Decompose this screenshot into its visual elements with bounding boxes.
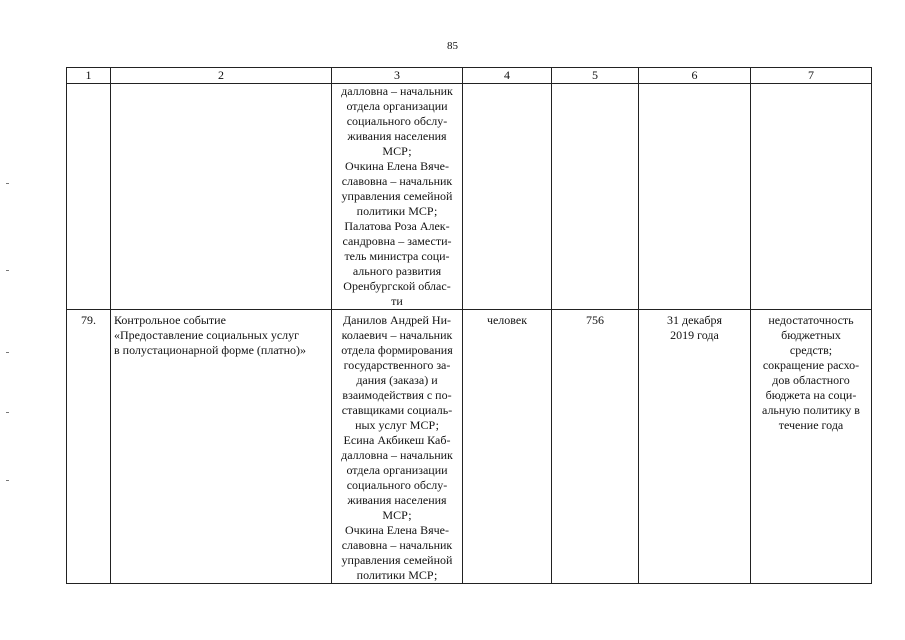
event-cell bbox=[111, 84, 332, 310]
deadline-line: 2019 года bbox=[670, 328, 719, 342]
responsible-line: МСР; bbox=[382, 508, 412, 522]
page-number: 85 bbox=[447, 40, 458, 52]
scan-mark bbox=[6, 270, 9, 271]
responsible-line: тель министра соци- bbox=[344, 249, 450, 263]
responsible-line: управления семейной bbox=[341, 189, 453, 203]
unit-cell: человек bbox=[463, 310, 552, 584]
event-cell bbox=[111, 310, 332, 584]
column-number: 7 bbox=[751, 68, 872, 84]
responsible-line: Есина Акбикеш Каб- bbox=[343, 433, 451, 447]
risk-line: сокращение расхо- bbox=[762, 358, 860, 372]
responsible-line: взаимодействия с по- bbox=[342, 388, 452, 402]
responsible-line: Данилов Андрей Ни- bbox=[342, 313, 452, 327]
risk-line: дов областного bbox=[772, 373, 850, 387]
responsible-line: отдела организации bbox=[346, 463, 448, 477]
number-cell bbox=[67, 84, 111, 310]
risk-line: течение года bbox=[778, 418, 844, 432]
responsible-line: далловна – начальник bbox=[341, 84, 453, 98]
event-line: Контрольное событие bbox=[114, 313, 226, 327]
responsible-line: славовна – начальник bbox=[341, 174, 453, 188]
responsible-line: управления семейной bbox=[341, 553, 453, 567]
responsible-line: ального развития bbox=[352, 264, 442, 278]
responsible-line: сандровна – замести- bbox=[342, 234, 452, 248]
column-number: 4 bbox=[463, 68, 552, 84]
risk-line: недостаточность bbox=[768, 313, 854, 327]
risks-cell bbox=[751, 310, 872, 584]
event-line: в полустационарной форме (платно)» bbox=[114, 343, 306, 357]
responsible-line: государственного за- bbox=[343, 358, 451, 372]
responsible-line: Очкина Елена Вяче- bbox=[345, 523, 449, 537]
responsible-line: славовна – начальник bbox=[341, 538, 453, 552]
responsible-cell bbox=[332, 310, 463, 584]
deadline-cell bbox=[639, 84, 751, 310]
risk-line: альную политику в bbox=[762, 403, 860, 417]
responsible-line: политики МСР; bbox=[356, 204, 438, 218]
responsible-line: колаевич – начальник bbox=[341, 328, 453, 342]
responsible-line: социального обслу- bbox=[346, 478, 448, 492]
risks-cell bbox=[751, 84, 872, 310]
table-row bbox=[67, 310, 872, 584]
responsible-line: Оренбургской облас- bbox=[343, 279, 451, 293]
risk-line: бюджетных bbox=[781, 328, 841, 342]
scan-mark bbox=[6, 352, 9, 353]
responsible-line: дания (заказа) и bbox=[356, 373, 438, 387]
responsible-line: Очкина Елена Вяче- bbox=[345, 159, 449, 173]
scan-mark bbox=[6, 480, 9, 481]
responsible-line: социального обслу- bbox=[346, 114, 448, 128]
responsible-line: ных услуг МСР; bbox=[355, 418, 439, 432]
continued-row bbox=[67, 84, 872, 310]
value-cell bbox=[552, 84, 639, 310]
activity-table bbox=[66, 67, 872, 584]
row-number: 79. bbox=[67, 310, 111, 584]
risk-line: бюджета на соци- bbox=[765, 388, 857, 402]
event-line: «Предоставление социальных услуг bbox=[114, 328, 300, 342]
column-number: 6 bbox=[639, 68, 751, 84]
column-number: 1 bbox=[67, 68, 111, 84]
responsible-line: отдела формирования bbox=[341, 343, 453, 357]
column-number: 3 bbox=[332, 68, 463, 84]
scan-mark bbox=[6, 183, 9, 184]
responsible-line: политики МСР; bbox=[356, 568, 438, 582]
deadline-line: 31 декабря bbox=[666, 313, 723, 327]
responsible-line: ти bbox=[391, 294, 403, 308]
deadline-cell bbox=[639, 310, 751, 584]
unit-cell bbox=[463, 84, 552, 310]
risk-line: средств; bbox=[789, 343, 833, 357]
column-number-row bbox=[67, 68, 872, 84]
column-number: 5 bbox=[552, 68, 639, 84]
responsible-line: Палатова Роза Алек- bbox=[344, 219, 450, 233]
responsible-line: живания населения bbox=[347, 493, 447, 507]
responsible-line: отдела организации bbox=[346, 99, 448, 113]
responsible-line: ставщиками социаль- bbox=[341, 403, 453, 417]
responsible-cell bbox=[332, 84, 463, 310]
responsible-line: живания населения bbox=[347, 129, 447, 143]
responsible-line: МСР; bbox=[382, 144, 412, 158]
value-cell: 756 bbox=[552, 310, 639, 584]
responsible-line: далловна – начальник bbox=[341, 448, 453, 462]
column-number: 2 bbox=[111, 68, 332, 84]
scan-mark bbox=[6, 412, 9, 413]
